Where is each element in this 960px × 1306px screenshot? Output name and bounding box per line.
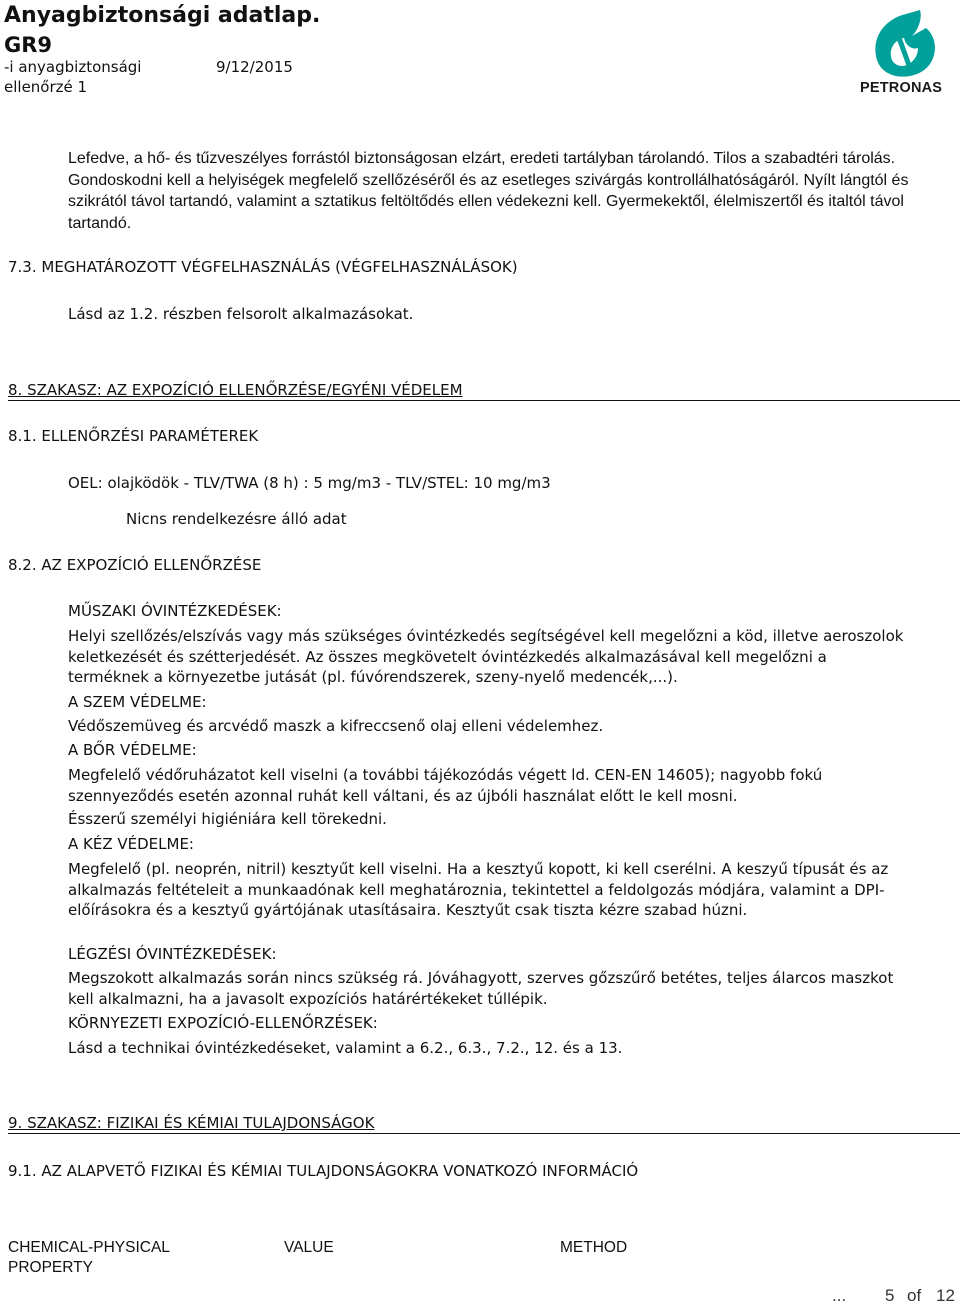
- no-data-text: Nicns rendelkezésre álló adat: [126, 510, 347, 528]
- section-8-title-text: 8. SZAKASZ: AZ EXPOZÍCIÓ ELLENŐRZÉSE/EGYÉNI VÉDELEM: [8, 381, 463, 399]
- skin-protection-text: Megfelelő védőruházatot kell viselni (a további tájékozódás végett ld. CEN-EN 14605); nagyobb fokú szennyeződés esetén azonnal ruhát kell váltani, és az újbóli használat előtt le kell mosni.: [68, 766, 823, 805]
- environmental-controls-text: Lásd a technikai óvintézkedéseket, valamint a 6.2., 6.3., 7.2., 12. és a 13.: [68, 1039, 623, 1057]
- section-8-1-heading: 8.1. ELLENŐRZÉSI PARAMÉTEREK: [8, 427, 259, 445]
- eye-protection-label: A SZEM VÉDELME:: [68, 693, 207, 711]
- tech-measures-text: Helyi szellőzés/elszívás vagy más szükséges óvintézkedés segítségével kell megelőzni a köd, illetve aeroszolok keletkezését és szétterjedését. Az összes megkövetelt óvintézkedés alkalmazásával kell megelőzni a terméknek a környezetbe jutását (pl. fúvórendszerek, szeny-nyelő medencék,...).: [68, 627, 904, 686]
- header-line-2: ellenőrzé 1: [4, 78, 88, 96]
- section-8-2-heading: 8.2. AZ EXPOZÍCIÓ ELLENŐRZÉSE: [8, 556, 262, 574]
- hand-protection-label: A KÉZ VÉDELME:: [68, 835, 194, 853]
- skin-hygiene-text: Ésszerű személyi higiéniára kell törekedni.: [68, 810, 387, 828]
- page-of: of: [907, 1286, 922, 1305]
- environmental-controls-label: KÖRNYEZETI EXPOZÍCIÓ-ELLENŐRZÉSEK:: [68, 1014, 378, 1032]
- column-header-method: METHOD: [560, 1239, 628, 1256]
- column-header-value: VALUE: [284, 1239, 334, 1256]
- respiratory-protection-label: LÉGZÉSI ÓVINTÉZKEDÉSEK:: [68, 945, 277, 963]
- page-number: 5: [885, 1286, 895, 1305]
- oel-value: OEL: olajködök - TLV/TWA (8 h) : 5 mg/m3 - TLV/STEL: 10 mg/m3: [68, 474, 551, 492]
- section-9-title: [8, 1114, 960, 1134]
- tech-measures-label: MŰSZAKI ÓVINTÉZKEDÉSEK:: [68, 602, 282, 620]
- section-7-3-heading: 7.3. MEGHATÁROZOTT VÉGFELHASZNÁLÁS (VÉGFELHASZNÁLÁSOK): [8, 258, 518, 276]
- product-name: GR9: [4, 33, 53, 57]
- section-8-title: [8, 381, 960, 401]
- skin-protection-label: A BŐR VÉDELME:: [68, 741, 197, 759]
- footer-ellipsis: ...: [832, 1286, 847, 1305]
- document-title: Anyagbiztonsági adatlap.: [4, 3, 321, 28]
- header-date: 9/12/2015: [216, 58, 293, 76]
- section-7-3-text: Lásd az 1.2. részben felsorolt alkalmazásokat.: [68, 305, 414, 323]
- storage-paragraph: Lefedve, a hő- és tűzveszélyes forrástól biztonságosan elzárt, eredeti tartályban tárolandó. Tilos a szabadtéri tárolás. Gondoskodni kell a helyiségek megfelelő szellőzéséről és az esetleges szivárgás kontrollálhatóságáról. Nyílt lángtól és szikrától távol tartandó, valamint a sztatikus feltöltődés ellen védekezni kell. Gyermekektől, élelmiszertől és italtól távol tartandó.: [68, 150, 909, 232]
- section-9-title-text: 9. SZAKASZ: FIZIKAI ÉS KÉMIAI TULAJDONSÁGOK: [8, 1114, 375, 1132]
- header-line-1: -i anyagbiztonsági: [4, 58, 142, 76]
- column-header-property: CHEMICAL-PHYSICAL PROPERTY: [8, 1239, 170, 1276]
- respiratory-protection-text: Megszokott alkalmazás során nincs szükség rá. Jóváhagyott, szerves gőzszűrő betétes, teljes álarcos maszkot kell alkalmazni, ha a javasolt expozíciós határértékeket túllépik.: [68, 969, 894, 1008]
- page-total: 12: [936, 1286, 955, 1305]
- logo-text: PETRONAS: [860, 80, 943, 96]
- eye-protection-text: Védőszemüveg és arcvédő maszk a kifreccsenő olaj elleni védelemhez.: [68, 717, 604, 735]
- hand-protection-text: Megfelelő (pl. neoprén, nitril) kesztyűt kell viselni. Ha a kesztyű kopott, ki kell cserélni. A keszyű típusát és az alkalmazás feltételeit a munkaadónak kell meghatároznia, tekintettel a feldolgozás módjára, valamint a DPI-előírásokra és a kesztyű gyártójának utasításaira. Kesztyűt csak tiszta kézre szabad húzni.: [68, 860, 889, 919]
- section-9-1-heading: 9.1. AZ ALAPVETŐ FIZIKAI ÉS KÉMIAI TULAJDONSÁGOKRA VONATKOZÓ INFORMÁCIÓ: [8, 1162, 639, 1180]
